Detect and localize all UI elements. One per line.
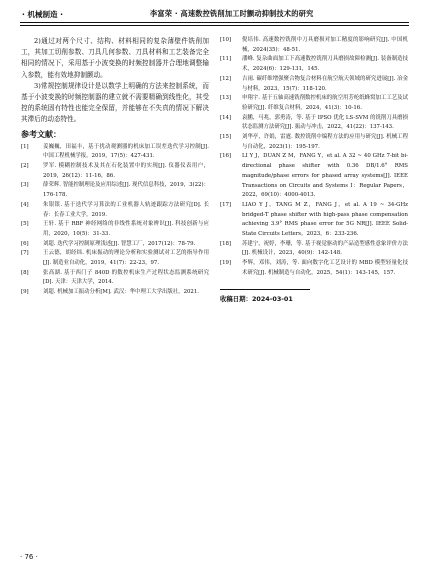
header-rule (20, 22, 409, 23)
reference-item (21, 162, 209, 181)
reference-list-left (21, 143, 209, 298)
reference-number: [13] (220, 95, 232, 102)
reference-item (220, 201, 408, 240)
reference-number: [5] (21, 221, 29, 228)
reference-number: [6] (21, 240, 29, 247)
reference-number: [10] (220, 37, 232, 43)
reference-item (21, 220, 209, 239)
running-title: 李富荣 · 高速数控铣削加工时颤动抑制技术的研究 (150, 9, 314, 18)
reference-number: [2] (21, 163, 29, 170)
reference-text: 王云德，胡经纬. 机床振动的理论分析和实验测试对工艺的指导作用[J]. 制造业自动化，2019，41(7)：22-23，97. (43, 250, 209, 267)
reference-number: [9] (21, 289, 29, 296)
reference-item (21, 143, 209, 162)
reference-text: 刘华亭，许娟，雷霆. 数控铣削中编程方法的应用与研究[J]. 机械工程与自动化，2023(1)：195-197. (242, 134, 408, 150)
reference-item (21, 181, 209, 200)
reference-text: LI Y J，DUAN Z M，FANG Y，et al. A 32 ~ 40 GHz 7-bit bi-directional phase shifter with 0.36 DB/1.6° RMS magnitude/phase errors for phased array systems[J]. IEEE Transactions on Circuits and Systems I：Regular Papers，2022，69(10)：4000-4013. (242, 153, 408, 199)
references-heading: 参考文献： (21, 129, 61, 139)
right-column (220, 36, 408, 303)
reference-number: [19] (220, 260, 232, 267)
journal-section-label: · 机械制造 · (22, 10, 63, 19)
reference-item (220, 36, 408, 55)
reference-text: 吉雨. 碳纤维增强聚合物复合材料在航空航天领域的研究进展[J]. 冶金与材料，2023，15(7)：118-120. (242, 75, 408, 92)
reference-item (220, 114, 408, 133)
reference-text: 李辉，邓伟，刘涛，等. 面向数字化工艺设计的 MBD 模型轻量化技术研究[J]. 机械制造与自动化，2025，54(1)：143-145，157. (242, 260, 408, 276)
reference-number: [17] (220, 201, 232, 208)
reference-text: 王轩. 基于 RBF 神经网络的非线性系统对象辨识[J]. 科技创新与应用，2020，10(5)：31-33. (43, 221, 209, 237)
reference-number: [15] (220, 134, 232, 141)
reference-item (220, 152, 408, 201)
reference-text: 倪培伟. 高速数控铣削中刀具磨损对加工精度的影响研究[J]. 中国机械，2024(35)：48-51. (242, 37, 408, 53)
conclusion-paragraph-2: 2)通过对两个尺寸、结构、材料相同的复杂薄壁件铣削加工，其加工切削参数、刀具几何参数、刀具材料和工艺装备完全相同的情况下，采用基于小波变换的时频控制器并合理地调整输入参数，能有效地抑制颤动。 (21, 37, 209, 79)
left-column (21, 36, 209, 298)
reference-number: [1] (21, 143, 29, 150)
reference-text: 姜巍巍，田福丰，基于扰动观测器的机床加工误差迭代学习控制[J]. 中国工程机械学报，2019，17(5)：427-431. (43, 143, 209, 160)
reference-number: [16] (220, 153, 232, 160)
reference-number: [8] (21, 269, 29, 276)
reference-text: 薛荣辉. 智能控制理论及应用综述[J]. 现代信息科技，2019，3(22)：176-178. (43, 182, 209, 199)
page-number: · 76 · (20, 553, 38, 561)
received-date: 收稿日期：2024-03-01 (220, 289, 310, 303)
reference-item (220, 259, 408, 278)
reference-item (220, 240, 408, 259)
conclusion-paragraph-3: 3)常规控制规律设计是以数学上明确的方法来控制系统，而基于小波变换的时频控制器的建立就不需要精确到线性化，其受控的系统固有特性也能完全保留，并能够在不失真的情况下解决其滞后的动态特性。 (21, 81, 209, 124)
reference-text: 袁鹏，马兆，郭勇涛，等. 基于 IPSO 优化 LS-SVM 的铣削刀具磨损状态监测方法研究[J]. 振动与冲击，2022，41(22)：137-143. (242, 114, 408, 131)
reference-number: [18] (220, 240, 232, 247)
reference-item (21, 288, 209, 298)
reference-item (220, 55, 408, 74)
reference-text: 罗军. 模糊控制技术及其在石化装置中的实现[J]. 仪器仪表用户，2019，26(12)：11-16，86. (43, 163, 209, 179)
reference-text: 申翔宇. 基于五轴高速铣削数控机床的航空用芳纶纸蜂窝加工工艺及试验研究[J]. 纤维复合材料，2024，41(3)：10-16. (242, 95, 408, 111)
reference-text: LIAO Y J，TANG M Z，FANG J，et al. A 19 ~ 34-GHz bridged-T phase shifter with high-pass phase compensation achieving 3.9° RMS phase error for 5G NR[J]. IEEE Solid-State Circuits Letters，2023，6：233-236. (242, 201, 408, 238)
reference-text: 刘超. 机械加工振动分析[M]. 武汉：华中理工大学出版社，2021. (43, 289, 199, 296)
reference-number: [11] (220, 56, 232, 63)
reference-item (220, 94, 408, 113)
reference-item (21, 240, 209, 250)
reference-item (21, 269, 209, 288)
reference-item (220, 75, 408, 94)
reference-number: [4] (21, 201, 29, 208)
reference-text: 张高湖. 基于西门子 840D 的数控机床生产过程状态监测系统研究[D]. 天津：天津大学，2014. (43, 269, 209, 286)
reference-text: 刘超. 迭代学习控制原理浅述[J]. 智慧工厂，2017(12)：78-79. (43, 240, 196, 247)
reference-number: [7] (21, 250, 29, 257)
reference-number: [14] (220, 114, 232, 121)
reference-item (21, 249, 209, 268)
reference-text: 苏建宁，祝婷，李珊，等. 基于视觉驱动的产品造型感性意象评价方法[J]. 机械设计，2023，40(9)：142-148. (242, 240, 408, 257)
reference-number: [3] (21, 182, 29, 189)
reference-text: 潘峰. 复杂曲面加工下高速数控铣削刀具磨损故障检测[J]. 装备制造技术，2024(6)：129-131，145. (242, 56, 408, 73)
reference-number: [12] (220, 75, 232, 82)
reference-list-right (220, 36, 408, 279)
header-rule-thin (20, 25, 409, 26)
reference-item (21, 201, 209, 220)
reference-item (220, 133, 408, 152)
reference-text: 朱银银. 基于迭代学习算法的工业机器人轨迹跟踪方法研究[D]. 长春：长春工业大学，2019. (43, 201, 209, 218)
